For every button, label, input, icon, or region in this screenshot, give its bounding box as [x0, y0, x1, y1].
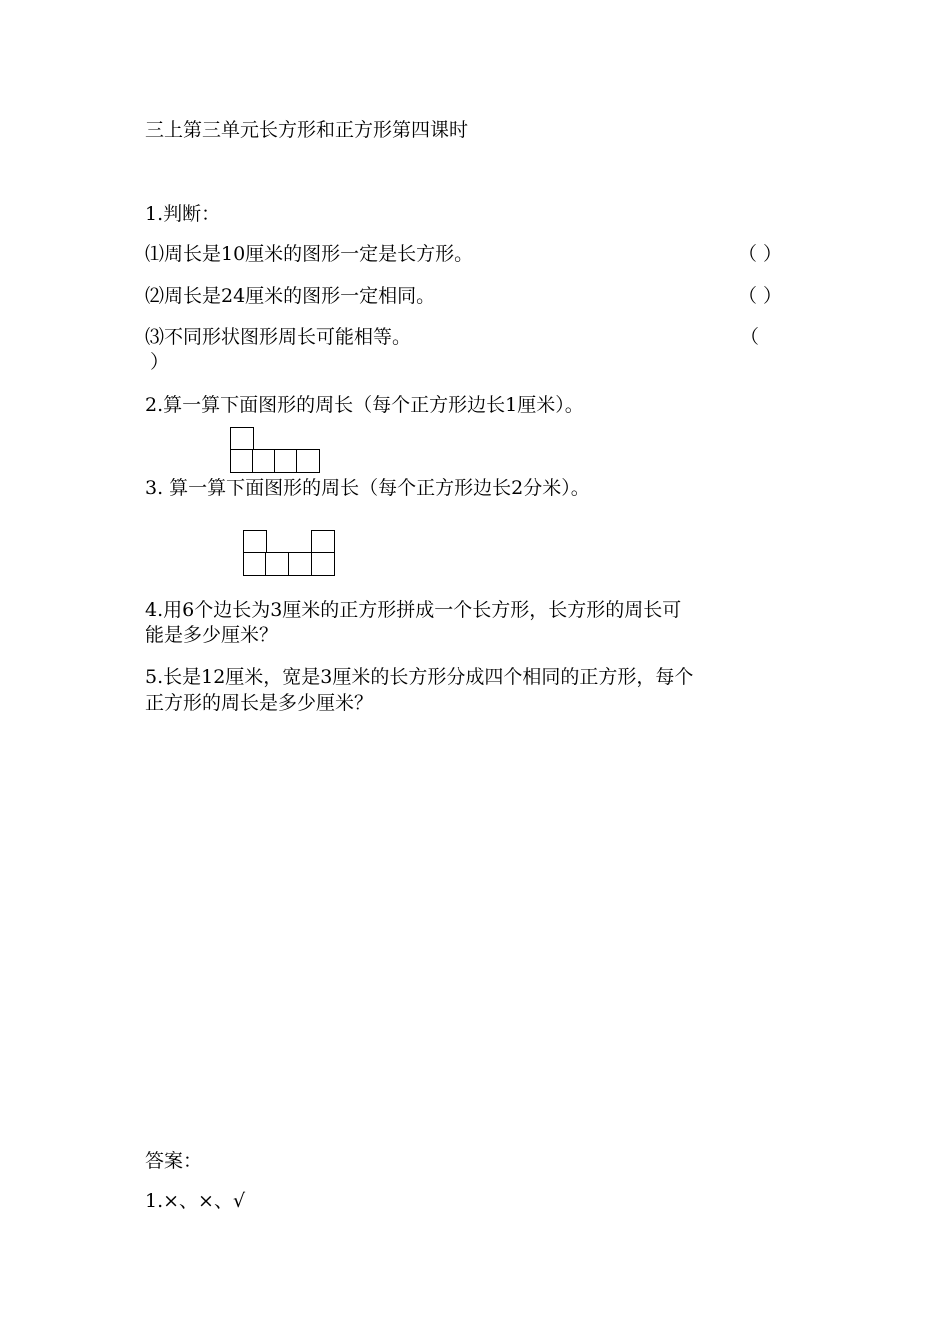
question-2: 2.算一算下面图形的周长（每个正方形边长1厘米）。	[145, 394, 584, 416]
question-5-line-2: 正方形的周长是多少厘米？	[145, 692, 374, 714]
grid-square	[288, 552, 312, 576]
grid-square	[265, 552, 289, 576]
answers-line-1: 1.×、×、√	[145, 1190, 246, 1212]
grid-square	[230, 449, 254, 473]
answer-blank-3-open: （	[740, 326, 760, 348]
question-3: 3. 算一算下面图形的周长（每个正方形边长2分米）。	[145, 477, 590, 499]
question-1-heading: 1.判断：	[145, 203, 221, 225]
question-2-figure	[230, 427, 324, 473]
question-3-figure	[243, 530, 337, 578]
answer-blank-3-close: ）	[150, 351, 170, 373]
answer-blank-2: （ ）	[738, 285, 783, 307]
grid-square	[230, 427, 254, 451]
answers-heading: 答案：	[145, 1150, 203, 1172]
grid-square	[311, 530, 335, 554]
grid-square	[296, 449, 320, 473]
page-title: 三上第三单元长方形和正方形第四课时	[145, 119, 469, 141]
question-1-item-3: ⑶不同形状图形周长可能相等。	[145, 326, 412, 348]
grid-square	[243, 552, 267, 576]
question-1-item-1: ⑴周长是10厘米的图形一定是长方形。	[145, 243, 474, 265]
grid-square	[243, 530, 267, 554]
question-4-line-2: 能是多少厘米？	[145, 624, 279, 646]
grid-square	[311, 552, 335, 576]
question-1-item-2: ⑵周长是24厘米的图形一定相同。	[145, 285, 436, 307]
answer-blank-1: （ ）	[738, 243, 783, 265]
grid-square	[252, 449, 276, 473]
grid-square	[274, 449, 298, 473]
question-4-line-1: 4.用6个边长为3厘米的正方形拼成一个长方形，长方形的周长可	[145, 599, 682, 621]
question-5-line-1: 5.长是12厘米，宽是3厘米的长方形分成四个相同的正方形，每个	[145, 666, 694, 688]
